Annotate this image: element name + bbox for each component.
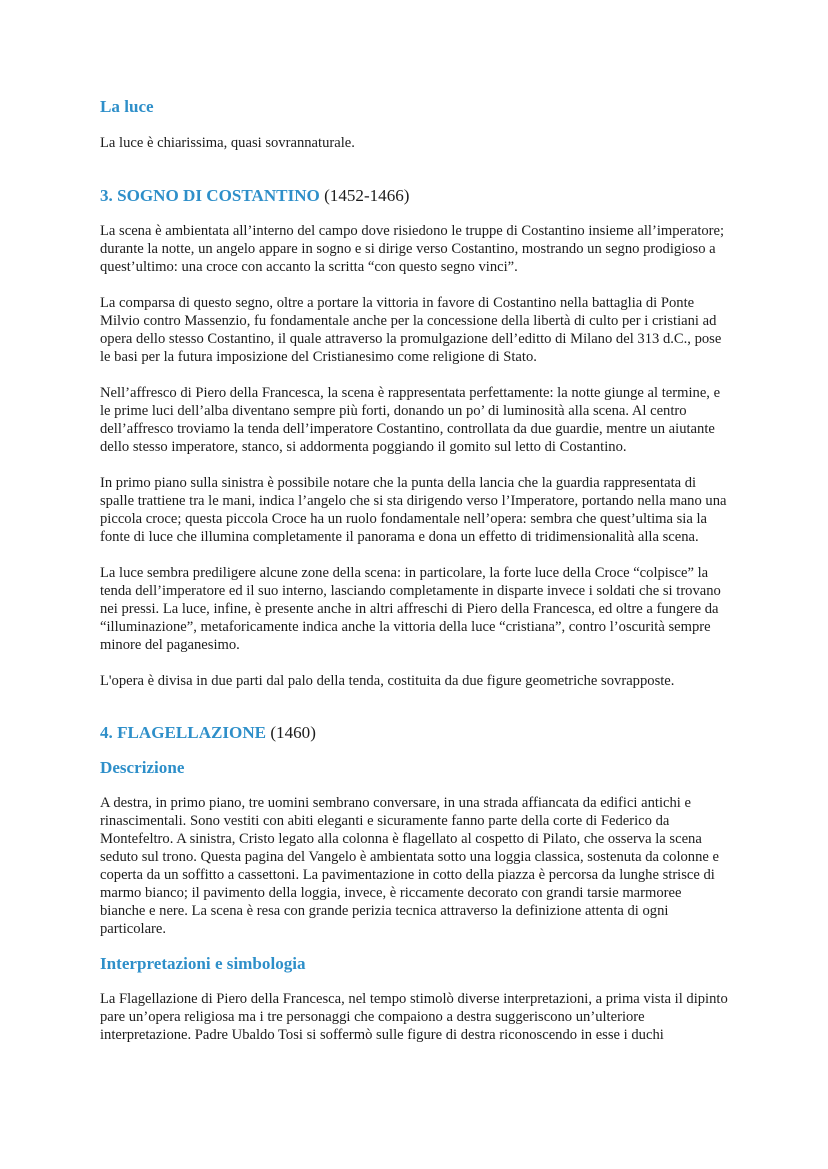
heading-sogno-title: 3. SOGNO DI COSTANTINO — [100, 186, 320, 205]
paragraph-descrizione: A destra, in primo piano, tre uomini sembrano conversare, in una strada affiancata da edifici antichi e rinascimentali. Sono vestiti con abiti eleganti e sicuramente fanno parte della corte di Federico da Montefeltro. A sinistra, Cristo legato alla colonna è flagellato al cospetto di Pilato, che osserva la scena seduto sul trono. Questa pagina del Vangelo è ambientata sotto una loggia classica, sostenuta da colonne e coperta da un soffitto a cassettoni. La pavimentazione in cotto della piazza è percorsa da lunghe strisce di marmo bianco; il pavimento della loggia, invece, è riccamente decorato con grandi tarsie marmoree bianche e nere. La scena è resa con grande perizia tecnica attraverso la definizione attenta di ogni particolare. — [100, 795, 719, 937]
heading-sogno-dates: (1452-1466) — [319, 186, 410, 205]
paragraph-sogno-2: La comparsa di questo segno, oltre a portare la vittoria in favore di Costantino nella battaglia di Ponte Milvio contro Massenzio, fu fondamentale anche per la concessione della libertà di culto per i cristiani ad opera dello stesso Costantino, il quale attraverso la promulgazione dell’editto di Milano del 313 d.C., pose le basi per la futura imposizione del Cristianesimo come religione di Stato. — [100, 295, 722, 365]
heading-sogno-di-costantino — [100, 187, 728, 205]
heading-flag-title: 4. FLAGELLAZIONE — [100, 723, 267, 742]
heading-interpretazioni: Interpretazioni e simbologia — [100, 954, 306, 973]
paragraph-la-luce: La luce è chiarissima, quasi sovrannaturale. — [100, 135, 355, 151]
paragraph-sogno-3: Nell’affresco di Piero della Francesca, la scena è rappresentata perfettamente: la notte giunge al termine, e le prime luci dell’alba diventano sempre più forti, donando un po’ di luminosità alla scena. Al centro dell’affresco troviamo la tenda dell’imperatore Costantino, controllata da due guardie, mentre un aiutante dello stesso imperatore, stanco, si addormenta poggiando il gomito sul letto di Costantino. — [100, 385, 721, 455]
heading-flag-dates: (1460) — [266, 723, 316, 742]
paragraph-sogno-1: La scena è ambientata all’interno del campo dove risiedono le truppe di Costantino insieme all’imperatore; durante la notte, un angelo appare in sogno e si dirige verso Costantino, mostrando un segno prodigioso a quest’ultimo: una croce con accanto la scritta “con questo segno vinci”. — [100, 223, 725, 275]
paragraph-sogno-5: La luce sembra prediligere alcune zone della scena: in particolare, la forte luce della Croce “colpisce” la tenda dell’imperatore ed il suo interno, lasciando completamente in disparte invece i soldati che si trovano nei pressi. La luce, infine, è presente anche in altri affreschi di Piero della Francesca, ed oltre a fungere da “illuminazione”, metaforicamente indica anche la vittoria della luce “cristiana”, contro l’oscurità sempre minore del paganesimo. — [100, 565, 721, 653]
heading-flagellazione — [100, 724, 728, 742]
paragraph-sogno-6: L'opera è divisa in due parti dal palo della tenda, costituita da due figure geometriche sovrapposte. — [100, 673, 675, 689]
paragraph-sogno-4: In primo piano sulla sinistra è possibile notare che la punta della lancia che la guardia rappresentata di spalle trattiene tra le mani, indica l’angelo che si sta dirigendo verso l’Imperatore, portando nella mano una piccola croce; questa piccola Croce ha un ruolo fondamentale nell’opera: sembra che quest’ultima sia la fonte di luce che illumina completamente il panorama e dona un effetto di tridimensionalità alla scena. — [100, 475, 727, 545]
heading-descrizione: Descrizione — [100, 758, 185, 777]
paragraph-interpretazioni: La Flagellazione di Piero della Francesca, nel tempo stimolò diverse interpretazioni, a prima vista il dipinto pare un’opera religiosa ma i tre personaggi che compaiono a destra suggeriscono un’ulteriore interpretazione. Padre Ubaldo Tosi si soffermò sulle figure di destra riconoscendo in esse i duchi — [100, 991, 728, 1043]
document-page — [100, 98, 728, 1044]
heading-la-luce: La luce — [100, 97, 154, 116]
